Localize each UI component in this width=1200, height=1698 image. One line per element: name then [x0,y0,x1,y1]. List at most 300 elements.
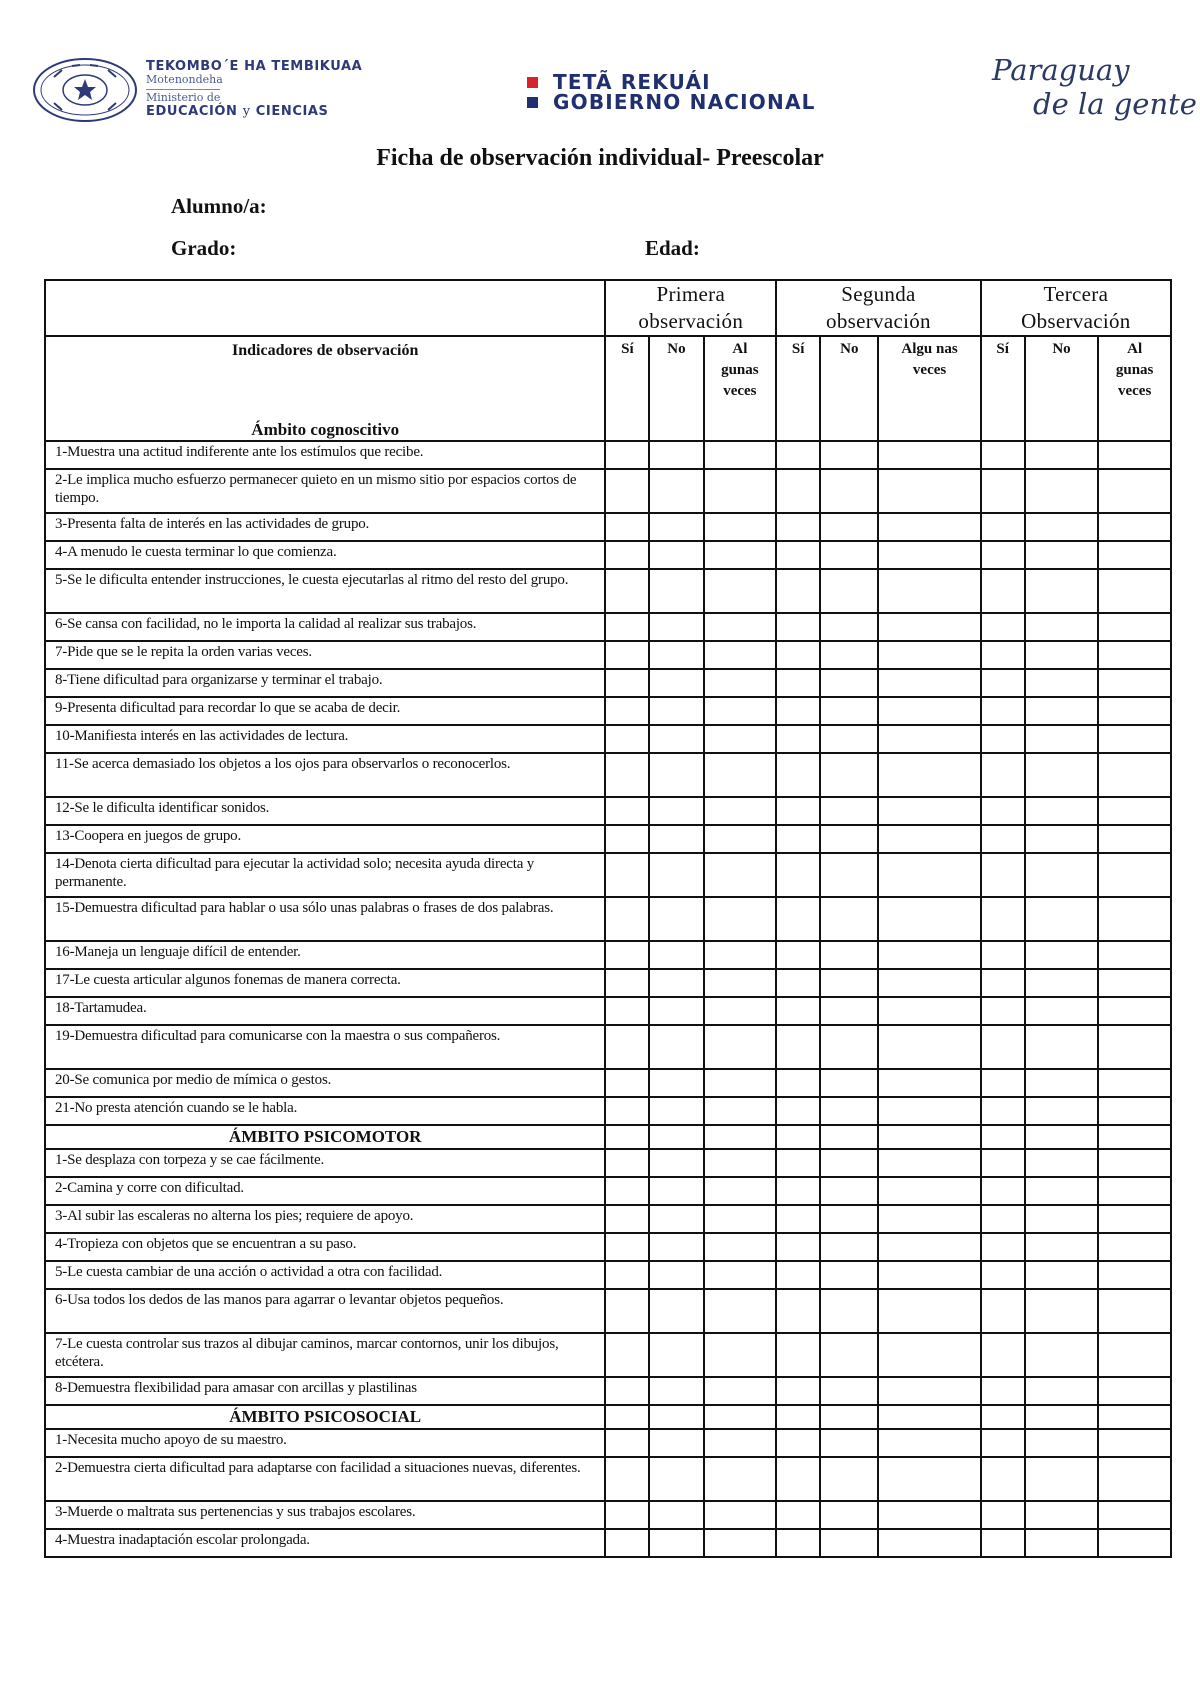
obs3-yes-checkbox-cell[interactable] [981,753,1025,797]
obs2-sometimes-checkbox-cell[interactable] [878,513,980,541]
obs3-sometimes-checkbox-cell[interactable] [1098,1289,1171,1333]
obs3-no-checkbox-cell[interactable] [1025,669,1099,697]
obs3-no-checkbox-cell[interactable] [1025,969,1099,997]
obs1-no-checkbox-cell[interactable] [649,753,703,797]
obs2-yes-checkbox-cell[interactable] [776,1289,820,1333]
obs1-no-checkbox-cell[interactable] [649,1177,703,1205]
obs1-yes-checkbox-cell[interactable] [605,1149,649,1177]
obs3-no-checkbox-cell[interactable] [1025,941,1099,969]
obs2-no-checkbox-cell[interactable] [820,725,878,753]
obs1-yes-checkbox-cell[interactable] [605,725,649,753]
obs1-yes-checkbox-cell[interactable] [605,969,649,997]
obs2-yes-checkbox-cell[interactable] [776,897,820,941]
obs1-sometimes-checkbox-cell[interactable] [704,941,777,969]
obs1-sometimes-checkbox-cell[interactable] [704,1025,777,1069]
obs2-sometimes-checkbox-cell[interactable] [878,1149,980,1177]
obs2-sometimes-checkbox-cell[interactable] [878,1205,980,1233]
obs2-no-checkbox-cell[interactable] [820,797,878,825]
obs1-yes-checkbox-cell[interactable] [605,1233,649,1261]
obs2-yes-checkbox-cell[interactable] [776,469,820,513]
obs2-no-checkbox-cell[interactable] [820,513,878,541]
obs1-no-checkbox-cell[interactable] [649,441,703,469]
obs3-yes-checkbox-cell[interactable] [981,541,1025,569]
obs3-yes-checkbox-cell[interactable] [981,797,1025,825]
obs2-no-checkbox-cell[interactable] [820,1069,878,1097]
obs2-no-checkbox-cell[interactable] [820,997,878,1025]
obs2-sometimes-checkbox-cell[interactable] [878,753,980,797]
obs2-yes-checkbox-cell[interactable] [776,669,820,697]
obs3-sometimes-checkbox-cell[interactable] [1098,825,1171,853]
obs3-no-checkbox-cell[interactable] [1025,1457,1099,1501]
obs2-yes-checkbox-cell[interactable] [776,1377,820,1405]
obs1-sometimes-checkbox-cell[interactable] [704,897,777,941]
obs3-sometimes-checkbox-cell[interactable] [1098,1261,1171,1289]
obs3-yes-checkbox-cell[interactable] [981,669,1025,697]
obs2-no-checkbox-cell[interactable] [820,941,878,969]
obs3-sometimes-checkbox-cell[interactable] [1098,997,1171,1025]
obs2-no-checkbox-cell[interactable] [820,569,878,613]
obs1-yes-checkbox-cell[interactable] [605,997,649,1025]
obs1-sometimes-checkbox-cell[interactable] [704,1333,777,1377]
obs1-no-checkbox-cell[interactable] [649,1501,703,1529]
obs3-sometimes-checkbox-cell[interactable] [1098,1429,1171,1457]
obs1-no-checkbox-cell[interactable] [649,697,703,725]
obs1-no-checkbox-cell[interactable] [649,1261,703,1289]
obs1-yes-checkbox-cell[interactable] [605,1025,649,1069]
obs2-yes-checkbox-cell[interactable] [776,1429,820,1457]
obs3-no-checkbox-cell[interactable] [1025,897,1099,941]
obs1-sometimes-checkbox-cell[interactable] [704,1177,777,1205]
obs2-no-checkbox-cell[interactable] [820,1529,878,1557]
obs1-yes-checkbox-cell[interactable] [605,1205,649,1233]
obs3-yes-checkbox-cell[interactable] [981,1377,1025,1405]
obs2-sometimes-checkbox-cell[interactable] [878,1333,980,1377]
obs1-sometimes-checkbox-cell[interactable] [704,569,777,613]
obs1-yes-checkbox-cell[interactable] [605,1457,649,1501]
obs1-no-checkbox-cell[interactable] [649,1233,703,1261]
obs2-yes-checkbox-cell[interactable] [776,1333,820,1377]
obs2-sometimes-checkbox-cell[interactable] [878,1069,980,1097]
obs3-yes-checkbox-cell[interactable] [981,1205,1025,1233]
obs3-yes-checkbox-cell[interactable] [981,1025,1025,1069]
obs3-sometimes-checkbox-cell[interactable] [1098,725,1171,753]
obs2-sometimes-checkbox-cell[interactable] [878,613,980,641]
obs1-yes-checkbox-cell[interactable] [605,897,649,941]
obs2-yes-checkbox-cell[interactable] [776,513,820,541]
obs3-no-checkbox-cell[interactable] [1025,613,1099,641]
obs1-yes-checkbox-cell[interactable] [605,569,649,613]
obs1-sometimes-checkbox-cell[interactable] [704,1377,777,1405]
obs3-sometimes-checkbox-cell[interactable] [1098,1529,1171,1557]
obs3-no-checkbox-cell[interactable] [1025,697,1099,725]
obs1-sometimes-checkbox-cell[interactable] [704,441,777,469]
obs3-sometimes-checkbox-cell[interactable] [1098,697,1171,725]
obs3-no-checkbox-cell[interactable] [1025,853,1099,897]
obs2-sometimes-checkbox-cell[interactable] [878,941,980,969]
obs1-yes-checkbox-cell[interactable] [605,469,649,513]
obs3-yes-checkbox-cell[interactable] [981,1069,1025,1097]
obs1-sometimes-checkbox-cell[interactable] [704,1149,777,1177]
obs3-yes-checkbox-cell[interactable] [981,969,1025,997]
obs3-sometimes-checkbox-cell[interactable] [1098,897,1171,941]
obs3-no-checkbox-cell[interactable] [1025,541,1099,569]
obs3-yes-checkbox-cell[interactable] [981,1097,1025,1125]
obs1-yes-checkbox-cell[interactable] [605,1529,649,1557]
obs3-yes-checkbox-cell[interactable] [981,897,1025,941]
obs2-no-section-cell [820,1125,878,1149]
obs2-sometimes-checkbox-cell[interactable] [878,569,980,613]
obs3-yes-checkbox-cell[interactable] [981,1233,1025,1261]
obs3-sometimes-checkbox-cell[interactable] [1098,853,1171,897]
obs1-yes-checkbox-cell[interactable] [605,541,649,569]
obs3-no-checkbox-cell[interactable] [1025,1333,1099,1377]
obs2-yes-checkbox-cell[interactable] [776,441,820,469]
obs2-no-checkbox-cell[interactable] [820,1177,878,1205]
obs2-sometimes-checkbox-cell[interactable] [878,897,980,941]
obs2-sometimes-checkbox-cell[interactable] [878,641,980,669]
obs1-no-checkbox-cell[interactable] [649,853,703,897]
obs3-no-checkbox-cell[interactable] [1025,1501,1099,1529]
obs2-yes-checkbox-cell[interactable] [776,541,820,569]
obs3-yes-checkbox-cell[interactable] [981,613,1025,641]
obs2-sometimes-checkbox-cell[interactable] [878,541,980,569]
indicator-text: 6-Usa todos los dedos de las manos para agarrar o levantar objetos pequeños. [45,1289,605,1333]
obs1-yes-checkbox-cell[interactable] [605,441,649,469]
obs2-yes-checkbox-cell[interactable] [776,1261,820,1289]
obs1-no-checkbox-cell[interactable] [649,897,703,941]
obs2-no-checkbox-cell[interactable] [820,753,878,797]
obs2-no-checkbox-cell[interactable] [820,1377,878,1405]
obs3-yes-checkbox-cell[interactable] [981,725,1025,753]
obs3-yes-checkbox-cell[interactable] [981,469,1025,513]
obs1-sometimes-checkbox-cell[interactable] [704,1429,777,1457]
obs3-no-checkbox-cell[interactable] [1025,1069,1099,1097]
obs1-sometimes-checkbox-cell[interactable] [704,1501,777,1529]
obs1-no-checkbox-cell[interactable] [649,1333,703,1377]
obs1-no-checkbox-cell[interactable] [649,969,703,997]
obs1-yes-checkbox-cell[interactable] [605,1261,649,1289]
obs2-sometimes-checkbox-cell[interactable] [878,1289,980,1333]
obs1-yes-checkbox-cell[interactable] [605,941,649,969]
obs2-no-checkbox-cell[interactable] [820,853,878,897]
obs3-no-checkbox-cell[interactable] [1025,1177,1099,1205]
obs3-sometimes-checkbox-cell[interactable] [1098,469,1171,513]
obs1-no-checkbox-cell[interactable] [649,1529,703,1557]
obs3-no-checkbox-cell[interactable] [1025,441,1099,469]
obs3-sometimes-checkbox-cell[interactable] [1098,797,1171,825]
obs2-yes-checkbox-cell[interactable] [776,997,820,1025]
obs2-yes-checkbox-cell[interactable] [776,1025,820,1069]
obs1-sometimes-checkbox-cell[interactable] [704,513,777,541]
obs1-no-checkbox-cell[interactable] [649,725,703,753]
obs1-sometimes-checkbox-cell[interactable] [704,697,777,725]
obs3-no-checkbox-cell[interactable] [1025,1097,1099,1125]
obs1-sometimes-checkbox-cell[interactable] [704,725,777,753]
obs3-sometimes-checkbox-cell[interactable] [1098,1097,1171,1125]
obs3-yes-checkbox-cell[interactable] [981,997,1025,1025]
obs3-yes-checkbox-cell[interactable] [981,1429,1025,1457]
obs1-sometimes-checkbox-cell[interactable] [704,1457,777,1501]
obs1-sometimes-checkbox-cell[interactable] [704,853,777,897]
obs2-sometimes-checkbox-cell[interactable] [878,1457,980,1501]
obs2-no-checkbox-cell[interactable] [820,1289,878,1333]
obs1-yes-checkbox-cell[interactable] [605,669,649,697]
obs1-sometimes-checkbox-cell[interactable] [704,641,777,669]
obs1-no-checkbox-cell[interactable] [649,941,703,969]
obs3-sometimes-checkbox-cell[interactable] [1098,1501,1171,1529]
obs3-sometimes-checkbox-cell[interactable] [1098,613,1171,641]
obs3-sometimes-checkbox-cell[interactable] [1098,941,1171,969]
obs3-sometimes-checkbox-cell[interactable] [1098,1333,1171,1377]
obs1-yes-checkbox-cell[interactable] [605,797,649,825]
obs1-sometimes-checkbox-cell[interactable] [704,1205,777,1233]
obs3-yes-checkbox-cell[interactable] [981,1529,1025,1557]
obs2-yes-checkbox-cell[interactable] [776,1233,820,1261]
obs1-yes-checkbox-cell[interactable] [605,641,649,669]
obs2-yes-checkbox-cell[interactable] [776,613,820,641]
obs2-yes-checkbox-cell[interactable] [776,797,820,825]
obs3-no-checkbox-cell[interactable] [1025,469,1099,513]
obs3-no-checkbox-cell[interactable] [1025,1025,1099,1069]
obs3-no-checkbox-cell[interactable] [1025,641,1099,669]
obs1-no-checkbox-cell[interactable] [649,1205,703,1233]
obs2-sometimes-checkbox-cell[interactable] [878,1377,980,1405]
obs1-sometimes-checkbox-cell[interactable] [704,669,777,697]
obs2-yes-checkbox-cell[interactable] [776,853,820,897]
obs1-no-checkbox-cell[interactable] [649,513,703,541]
obs1-sometimes-checkbox-cell[interactable] [704,997,777,1025]
obs3-sometimes-checkbox-cell[interactable] [1098,541,1171,569]
obs2-sometimes-checkbox-cell[interactable] [878,797,980,825]
obs2-sometimes-checkbox-cell[interactable] [878,1429,980,1457]
obs2-sometimes-checkbox-cell[interactable] [878,441,980,469]
obs2-no-checkbox-cell[interactable] [820,1457,878,1501]
obs2-sometimes-checkbox-cell[interactable] [878,969,980,997]
obs1-no-checkbox-cell[interactable] [649,1429,703,1457]
obs1-sometimes-checkbox-cell[interactable] [704,969,777,997]
obs3-no-checkbox-cell[interactable] [1025,1205,1099,1233]
obs3-sometimes-checkbox-cell[interactable] [1098,669,1171,697]
obs3-sometimes-checkbox-cell[interactable] [1098,441,1171,469]
obs2-no-checkbox-cell[interactable] [820,1205,878,1233]
obs2-sometimes-checkbox-cell[interactable] [878,1177,980,1205]
obs1-no-checkbox-cell[interactable] [649,1097,703,1125]
obs1-yes-checkbox-cell[interactable] [605,1097,649,1125]
obs1-yes-checkbox-cell[interactable] [605,697,649,725]
obs3-yes-checkbox-cell[interactable] [981,441,1025,469]
obs3-sometimes-checkbox-cell[interactable] [1098,569,1171,613]
obs3-yes-checkbox-cell[interactable] [981,1333,1025,1377]
obs2-yes-checkbox-cell[interactable] [776,1529,820,1557]
obs3-yes-checkbox-cell[interactable] [981,1149,1025,1177]
obs1-no-checkbox-cell[interactable] [649,1069,703,1097]
obs2-no-checkbox-cell[interactable] [820,1097,878,1125]
obs1-sometimes-checkbox-cell[interactable] [704,1289,777,1333]
obs1-no-checkbox-cell[interactable] [649,569,703,613]
obs3-sometimes-checkbox-cell[interactable] [1098,1177,1171,1205]
obs3-no-checkbox-cell[interactable] [1025,513,1099,541]
obs1-sometimes-checkbox-cell[interactable] [704,1097,777,1125]
obs1-sometimes-checkbox-cell[interactable] [704,1069,777,1097]
obs3-no-checkbox-cell[interactable] [1025,1529,1099,1557]
obs2-no-checkbox-cell[interactable] [820,1261,878,1289]
obs1-line1: Primera [656,282,726,306]
obs1-yes-checkbox-cell[interactable] [605,513,649,541]
obs3-sometimes-checkbox-cell[interactable] [1098,969,1171,997]
obs2-sometimes-checkbox-cell[interactable] [878,853,980,897]
obs2-yes-checkbox-cell[interactable] [776,941,820,969]
obs2-yes-checkbox-cell[interactable] [776,1177,820,1205]
obs3-no-checkbox-cell[interactable] [1025,997,1099,1025]
obs3-sometimes-checkbox-cell[interactable] [1098,1149,1171,1177]
obs1-no-checkbox-cell[interactable] [649,669,703,697]
obs1-no-checkbox-cell[interactable] [649,469,703,513]
obs3-yes-checkbox-cell[interactable] [981,853,1025,897]
obs3-no-checkbox-cell[interactable] [1025,725,1099,753]
obs1-no-checkbox-cell[interactable] [649,1025,703,1069]
obs2-no-checkbox-cell[interactable] [820,1025,878,1069]
obs1-yes-checkbox-cell[interactable] [605,613,649,641]
obs1-yes-checkbox-cell[interactable] [605,1069,649,1097]
obs2-no-checkbox-cell[interactable] [820,697,878,725]
obs2-sometimes-checkbox-cell[interactable] [878,1261,980,1289]
obs2-yes-checkbox-cell[interactable] [776,753,820,797]
obs3-no-checkbox-cell[interactable] [1025,1289,1099,1333]
obs3-no-checkbox-cell[interactable] [1025,1261,1099,1289]
obs3-sometimes-checkbox-cell[interactable] [1098,641,1171,669]
obs3-no-checkbox-cell[interactable] [1025,753,1099,797]
obs2-no-checkbox-cell[interactable] [820,1501,878,1529]
obs1-sometimes-checkbox-cell[interactable] [704,1529,777,1557]
obs1-no-checkbox-cell[interactable] [649,1377,703,1405]
obs2-yes-checkbox-cell[interactable] [776,1205,820,1233]
obs3-no-checkbox-cell[interactable] [1025,569,1099,613]
obs3-yes-checkbox-cell[interactable] [981,697,1025,725]
obs2-no-checkbox-cell[interactable] [820,1333,878,1377]
obs2-sometimes-checkbox-cell[interactable] [878,697,980,725]
obs2-no-checkbox-cell[interactable] [820,613,878,641]
obs1-yes-checkbox-cell[interactable] [605,1333,649,1377]
obs1-sometimes-checkbox-cell[interactable] [704,1261,777,1289]
obs3-no-checkbox-cell[interactable] [1025,1149,1099,1177]
obs1-sometimes-checkbox-cell[interactable] [704,797,777,825]
obs3-sometimes-checkbox-cell[interactable] [1098,1025,1171,1069]
obs1-yes-checkbox-cell[interactable] [605,853,649,897]
obs3-sometimes-checkbox-cell[interactable] [1098,1233,1171,1261]
obs2-yes-checkbox-cell[interactable] [776,1097,820,1125]
obs2-yes-checkbox-cell[interactable] [776,569,820,613]
obs1-no-checkbox-cell[interactable] [649,641,703,669]
obs2-sometimes-checkbox-cell[interactable] [878,469,980,513]
obs1-no-checkbox-cell[interactable] [649,1149,703,1177]
obs2-yes-checkbox-cell[interactable] [776,1069,820,1097]
obs2-sometimes-checkbox-cell[interactable] [878,1233,980,1261]
obs2-yes-checkbox-cell[interactable] [776,1501,820,1529]
obs1-no-checkbox-cell[interactable] [649,997,703,1025]
obs2-yes-checkbox-cell[interactable] [776,725,820,753]
obs1-yes-checkbox-cell[interactable] [605,825,649,853]
obs2-sometimes-checkbox-cell[interactable] [878,1025,980,1069]
obs1-yes-checkbox-cell[interactable] [605,1429,649,1457]
obs3-yes-checkbox-cell[interactable] [981,513,1025,541]
obs3-yes-checkbox-cell[interactable] [981,1289,1025,1333]
obs1-sometimes-checkbox-cell[interactable] [704,613,777,641]
obs2-yes-checkbox-cell[interactable] [776,825,820,853]
obs3-yes-checkbox-cell[interactable] [981,1501,1025,1529]
obs2-sometimes-checkbox-cell[interactable] [878,825,980,853]
obs3-no-checkbox-cell[interactable] [1025,1233,1099,1261]
obs2-no-checkbox-cell[interactable] [820,469,878,513]
obs2-no-checkbox-cell[interactable] [820,641,878,669]
obs1-no-checkbox-cell[interactable] [649,797,703,825]
obs1-yes-checkbox-cell[interactable] [605,1289,649,1333]
obs2-no-checkbox-cell[interactable] [820,897,878,941]
obs2-no-checkbox-cell[interactable] [820,669,878,697]
obs2-yes-checkbox-cell[interactable] [776,1457,820,1501]
obs2-no-checkbox-cell[interactable] [820,1429,878,1457]
obs1-yes-checkbox-cell[interactable] [605,1501,649,1529]
obs3-yes-checkbox-cell[interactable] [981,825,1025,853]
obs1-sometimes-checkbox-cell[interactable] [704,753,777,797]
obs3-sometimes-checkbox-cell[interactable] [1098,1457,1171,1501]
obs2-sometimes-checkbox-cell[interactable] [878,1529,980,1557]
obs1-sometimes-checkbox-cell[interactable] [704,1233,777,1261]
obs2-no-checkbox-cell[interactable] [820,1149,878,1177]
obs3-yes-checkbox-cell[interactable] [981,1177,1025,1205]
obs1-sometimes-checkbox-cell[interactable] [704,541,777,569]
obs1-yes-checkbox-cell[interactable] [605,1377,649,1405]
obs3-no-checkbox-cell[interactable] [1025,1429,1099,1457]
obs3-yes-checkbox-cell[interactable] [981,641,1025,669]
obs2-yes-checkbox-cell[interactable] [776,641,820,669]
obs3-sometimes-checkbox-cell[interactable] [1098,1069,1171,1097]
obs1-no-checkbox-cell[interactable] [649,1457,703,1501]
obs3-sometimes-checkbox-cell[interactable] [1098,1377,1171,1405]
obs2-yes-checkbox-cell[interactable] [776,969,820,997]
obs3-sometimes-checkbox-cell[interactable] [1098,753,1171,797]
obs3-no-checkbox-cell[interactable] [1025,1377,1099,1405]
obs1-yes-checkbox-cell[interactable] [605,1177,649,1205]
obs3-no-checkbox-cell[interactable] [1025,825,1099,853]
obs3-sometimes-checkbox-cell[interactable] [1098,1205,1171,1233]
obs2-sometimes-checkbox-cell[interactable] [878,669,980,697]
obs2-no-checkbox-cell[interactable] [820,541,878,569]
obs1-no-checkbox-cell[interactable] [649,541,703,569]
obs3-no-checkbox-cell[interactable] [1025,797,1099,825]
obs3-sometimes-checkbox-cell[interactable] [1098,513,1171,541]
obs3-yes-checkbox-cell[interactable] [981,1457,1025,1501]
obs2-no-checkbox-cell[interactable] [820,1233,878,1261]
obs3-yes-checkbox-cell[interactable] [981,1261,1025,1289]
obs2-sometimes-checkbox-cell[interactable] [878,1097,980,1125]
obs3-yes-checkbox-cell[interactable] [981,941,1025,969]
obs2-no-checkbox-cell[interactable] [820,969,878,997]
obs2-yes-checkbox-cell[interactable] [776,1149,820,1177]
obs1-yes-checkbox-cell[interactable] [605,753,649,797]
obs2-no-checkbox-cell[interactable] [820,825,878,853]
obs1-sometimes-checkbox-cell[interactable] [704,469,777,513]
obs2-sometimes-checkbox-cell[interactable] [878,997,980,1025]
obs2-sometimes-checkbox-cell[interactable] [878,725,980,753]
obs2-sometimes-checkbox-cell[interactable] [878,1501,980,1529]
obs1-no-checkbox-cell[interactable] [649,1289,703,1333]
obs2-no-checkbox-cell[interactable] [820,441,878,469]
obs3-yes-checkbox-cell[interactable] [981,569,1025,613]
obs1-no-checkbox-cell[interactable] [649,613,703,641]
obs1-sometimes-checkbox-cell[interactable] [704,825,777,853]
obs2-yes-checkbox-cell[interactable] [776,697,820,725]
obs1-no-checkbox-cell[interactable] [649,825,703,853]
